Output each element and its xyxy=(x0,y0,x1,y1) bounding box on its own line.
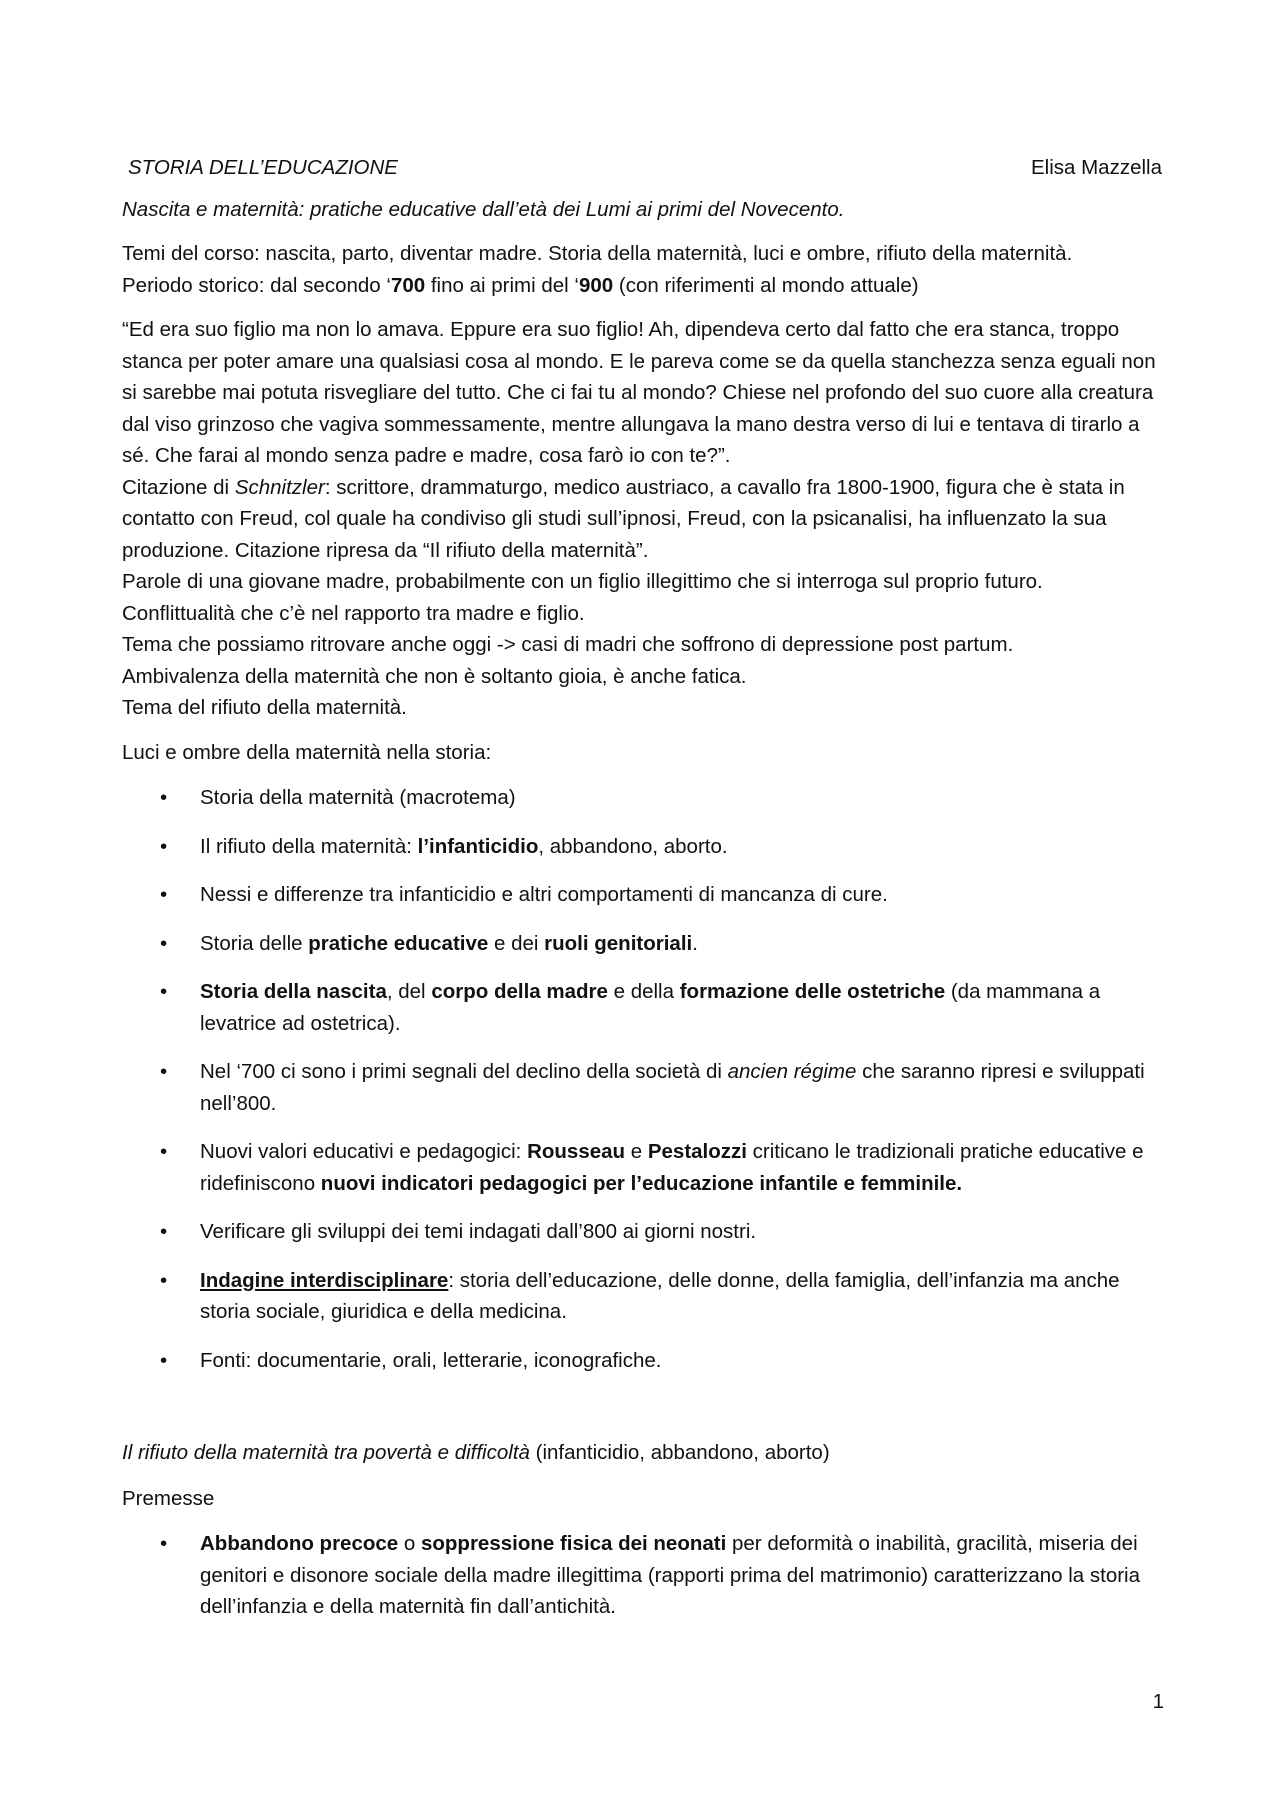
author-name: Elisa Mazzella xyxy=(1030,156,1162,179)
bullet-icon: • xyxy=(160,1220,168,1243)
list-item: • Indagine interdisciplinare: storia dell’educazione, delle donne, della famiglia, dell’infanzia ma anche storia sociale, giuridica e della medicina. xyxy=(122,1265,1162,1328)
bullet-icon: • xyxy=(160,1532,168,1555)
note-line: Ambivalenza della maternità che non è soltanto gioia, è anche fatica. xyxy=(122,664,747,688)
bullet-icon: • xyxy=(160,1348,168,1372)
note-line: Conflittualità che c’è nel rapporto tra madre e figlio. xyxy=(122,601,585,625)
citation: Citazione di Schnitzler: scrittore, drammaturgo, medico austriaco, a cavallo fra 1800-1900, figura che è stata in contatto con Freud, col quale ha condiviso gli studi sull’ipnosi, Freud, con la psicanalisi, ha influenzato la sua produzione. Citazione ripresa da “Il rifiuto della maternità”. xyxy=(122,475,1125,562)
bullet-icon: • xyxy=(160,1140,168,1163)
list-item: • Storia della nascita, del corpo della madre e della formazione delle ostetriche (da mammana a levatrice ad ostetrica). xyxy=(122,976,1162,1039)
premesse-list xyxy=(122,1528,1162,1623)
list-item: • Fonti: documentarie, orali, letterarie, iconografiche. xyxy=(122,1345,1162,1377)
bullet-icon: • xyxy=(160,931,168,955)
note-line: Parole di una giovane madre, probabilmente con un figlio illegittimo che si interroga sul proprio futuro. xyxy=(122,570,1043,593)
note-line: Tema che possiamo ritrovare anche oggi -> casi di madri che soffrono di depressione post partum. xyxy=(122,633,1014,656)
topics-list xyxy=(122,782,1162,1376)
bullet-icon: • xyxy=(160,1060,168,1083)
page-number: 1 xyxy=(1152,1690,1164,1713)
list-item: • Storia delle pratiche educative e dei ruoli genitoriali. xyxy=(122,928,1162,960)
document-body xyxy=(122,152,1162,1640)
section-heading-premesse: Premesse xyxy=(122,1486,215,1510)
header-row xyxy=(122,152,1162,184)
list-item: • Nel ‘700 ci sono i primi segnali del declino della società di ancien régime che saranno ripresi e sviluppati nell’800. xyxy=(122,1056,1162,1119)
bullet-icon: • xyxy=(160,834,168,858)
quote-block xyxy=(122,314,1162,724)
bullet-icon: • xyxy=(160,980,168,1003)
list-item: • Nuovi valori educativi e pedagogici: Rousseau e Pestalozzi criticano le tradizionali pratiche educative e ridefiniscono nuovi indicatori pedagogici per l’educazione infantile e femminile. xyxy=(122,1136,1162,1199)
list-item: • Storia della maternità (macrotema) xyxy=(122,782,1162,814)
list-item: • Il rifiuto della maternità: l’infanticidio, abbandono, aborto. xyxy=(122,831,1162,863)
bullet-icon: • xyxy=(160,786,168,809)
list-item: • Verificare gli sviluppi dei temi indagati dall’800 ai giorni nostri. xyxy=(122,1216,1162,1248)
list-item: • Abbandono precoce o soppressione fisica dei neonati per deformità o inabilità, gracilità, miseria dei genitori e disonore sociale della madre illegittima (rapporti prima del matrimonio) caratterizzano la storia dell’infanzia e della maternità fin dall’antichità. xyxy=(122,1528,1162,1623)
bullet-icon: • xyxy=(160,883,168,906)
bullet-icon: • xyxy=(160,1268,168,1292)
section-heading-rifiuto: Il rifiuto della maternità tra povertà e difficoltà (infanticidio, abbandono, aborto) xyxy=(122,1441,830,1464)
note-line: Tema del rifiuto della maternità. xyxy=(122,696,407,719)
quote-text: “Ed era suo figlio ma non lo amava. Eppure era suo figlio! Ah, dipendeva certo dal fatto che era stanca, troppo stanca per poter amare una qualsiasi cosa al mondo. E le pareva come se da quella stanchezza senza eguali non si sarebbe mai potuta risvegliare del tutto. Che ci fai tu al mondo? Chiese nel profondo del suo cuore alla creatura dal viso grinzoso che vagiva sommessamente, mentre allungava la mano destra verso di lui e tentava di tirarlo a sé. Che farai al mondo senza padre e madre, cosa farò io con te?”. xyxy=(122,318,1156,467)
course-themes: Temi del corso: nascita, parto, diventar madre. Storia della maternità, luci e ombre, rifiuto della maternità. Periodo storico: dal secondo ‘700 fino ai primi del ‘900 (con riferimenti al mondo attuale) xyxy=(122,242,1073,297)
list-item: • Nessi e differenze tra infanticidio e altri comportamenti di mancanza di cure. xyxy=(122,879,1162,911)
course-subtitle: Nascita e maternità: pratiche educative dall’età dei Lumi ai primi del Novecento. xyxy=(122,197,845,221)
document-title: STORIA DELL’EDUCAZIONE xyxy=(128,156,398,179)
section-heading-luci: Luci e ombre della maternità nella storia: xyxy=(122,740,492,764)
